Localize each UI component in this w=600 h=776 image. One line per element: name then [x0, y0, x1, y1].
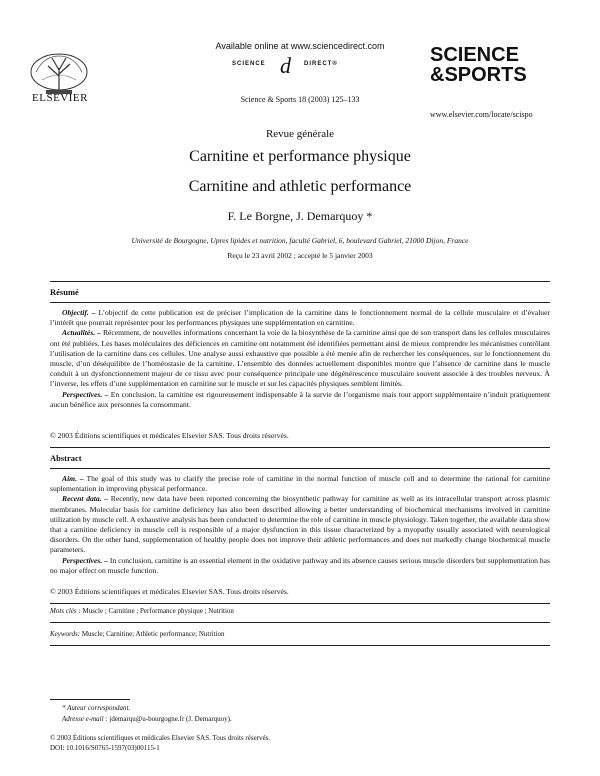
divider [50, 468, 550, 469]
resume-copyright: © 2003 Éditions scientifiques et médicales Elsevier SAS. Tous droits réservés. [50, 431, 289, 440]
authors: F. Le Borgne, J. Demarquoy * [227, 209, 373, 223]
resume-p2-label: Actualités. – [62, 328, 101, 338]
resume-p1-label: Objectif. – [62, 308, 96, 317]
keywords-english [50, 630, 550, 638]
abstract-p2-label: Recent data. – [62, 494, 109, 504]
divider [50, 302, 550, 303]
resume-paragraph [50, 308, 550, 328]
keywords-fr-text: Muscle ; Carnitine ; Performance physique ; Nutrition [80, 607, 234, 615]
sciencedirect-logo [232, 55, 372, 77]
sd-at-icon: d [280, 53, 291, 78]
corresponding-author-note: * Auteur correspondant. [62, 704, 131, 712]
title-english: Carnitine and athletic performance [188, 178, 412, 195]
resume-p3-text: En conclusion, la carnitine est rigoureusement indispensable à la survie de l’organisme mais tout apport supplémentaire n’induit pratiquement aucun bénéfice aux personnes la consommant. [50, 389, 551, 409]
availability-line[interactable]: Available online at www.sciencedirect.com [215, 41, 385, 51]
resume-heading: Résumé [50, 287, 79, 297]
abstract-p1-text: The goal of this study was to clarify the precise role of carnitine in the normal function of muscle cell and to determine the rational for carnitine suplementation in improving physical performance. [50, 474, 550, 494]
journal-logo-line1: SCIENCE [430, 44, 519, 66]
keywords-fr-label: Mots clés : [50, 607, 81, 615]
divider [50, 281, 550, 282]
footer-copyright: © 2003 Éditions scientifiques et médicales Elsevier SAS. Tous droits réservés. [50, 734, 271, 742]
email-label: Adresse e-mail : [62, 715, 108, 723]
keywords-french [50, 607, 550, 615]
abstract-heading: Abstract [50, 453, 82, 463]
received-dates: Reçu le 23 avril 2002 ; accepté le 5 janvier 2003 [227, 251, 373, 260]
doi[interactable]: DOI: 10.1016/S0765-1597(03)00115-1 [50, 744, 160, 752]
affiliation: Université de Bourgogne, Upres lipides et nutrition, faculté Gabriel, 6, boulevard Gabriel, 21000 Dijon, France [131, 236, 469, 245]
abstract-p3-label: Perspectives. – [62, 555, 108, 565]
keywords-en-label: Keywords: [50, 630, 81, 638]
abstract-body [50, 474, 550, 576]
abstract-p2-text: Recently, new data have been reported concerning the biosynthetic pathway for carnitine as well as its intracellular transport across plasmic membranes. Molecular basis for carnitine deficiency has also been described allowing a better understanding of biochemical mechanisms involved in carnitine utilization by muscle cell. A exhaustive analysis has been conducted to determine the role of carnitine in muscle physiology. Taken together, the available data show that a carnitine deficiency in muscle cell is responsible of a major dysfunction in this tissue characterized by a myopathy usually associated with neurological disorders. On the other hand, supplementation of healthy people does not improve their athletic performances and does not markedly change biochemical muscle parameters. [50, 494, 550, 555]
journal-url[interactable]: www.elsevier.com/locate/scispo [430, 110, 533, 119]
journal-logo-line2: &SPORTS [430, 64, 527, 86]
publisher-name: ELSEVIER [32, 92, 88, 104]
abstract-p3-text: In conclusion, carnitine is an essential element in the oxidative pathway and its absence causes serious muscle disorders but supplementation has no major effect on muscle function. [50, 555, 550, 575]
abstract-paragraph [50, 556, 550, 576]
resume-p3-label: Perspectives. – [62, 389, 109, 399]
resume-p2-text: Récemment, de nouvelles informations concernant la voie de la biosynthèse de la carnitine ainsi que de son transport dans les cellules musculaires ont été publiées. Les bases moléculaires des déficiences en carnitine ont notamment été identifiées permettant ainsi de mieux comprendre les mécanismes contrôlant l’utilisation de la carnitine dans ces cellules. Une analyse aussi exhaustive que possible a été menée afin de rechercher les conséquences, sur le fonctionnement du muscle, d’un déséquilibre de l’homéostasie de la carnitine. L’ensemble des données actuellement disponibles montre que l’absence de carnitine dans le muscle conduit à un dysfonctionnement majeur de ce tissu avec pour conséquence principale une dégénérescence musculaire souvent associée à des troubles nerveux. À l’inverse, les effets d’une supplémentation en carnitine sur le muscle et sur les capacités physiques semblent limités. [50, 328, 550, 389]
abstract-paragraph [50, 494, 550, 555]
sd-left-text: SCIENCE [232, 61, 266, 67]
section-type: Revue générale [265, 128, 335, 140]
journal-logo [430, 45, 570, 85]
divider [50, 622, 550, 623]
email-address[interactable]: jdemarqu@u-bourgogne.fr (J. Demarquoy). [107, 715, 232, 723]
abstract-paragraph [50, 474, 550, 494]
abstract-copyright: © 2003 Éditions scientifiques et médicales Elsevier SAS. Tous droits réservés. [50, 587, 289, 596]
email-note [62, 715, 232, 723]
divider [50, 645, 550, 646]
title-french: Carnitine et performance physique [189, 148, 411, 165]
resume-paragraph [50, 328, 550, 389]
keywords-en-text: Muscle; Carnitine; Athletic performance; Nutrition [80, 630, 225, 638]
footnote-divider [50, 699, 130, 700]
sd-right-text: DIRECT® [304, 61, 338, 67]
journal-reference: Science & Sports 18 (2003) 125–133 [240, 95, 360, 104]
resume-body [50, 308, 550, 410]
resume-paragraph [50, 390, 550, 410]
divider [50, 603, 550, 604]
divider [50, 447, 550, 448]
abstract-p1-label: Aim. – [62, 474, 84, 483]
resume-p1-text: L’objectif de cette publication est de préciser l’implication de la carnitine dans le fonctionnement normal de la cellule musculaire et d’évaluer l’intérêt que pourrait représenter pour les performances physiques une supplémentation en carnitine. [50, 308, 550, 328]
